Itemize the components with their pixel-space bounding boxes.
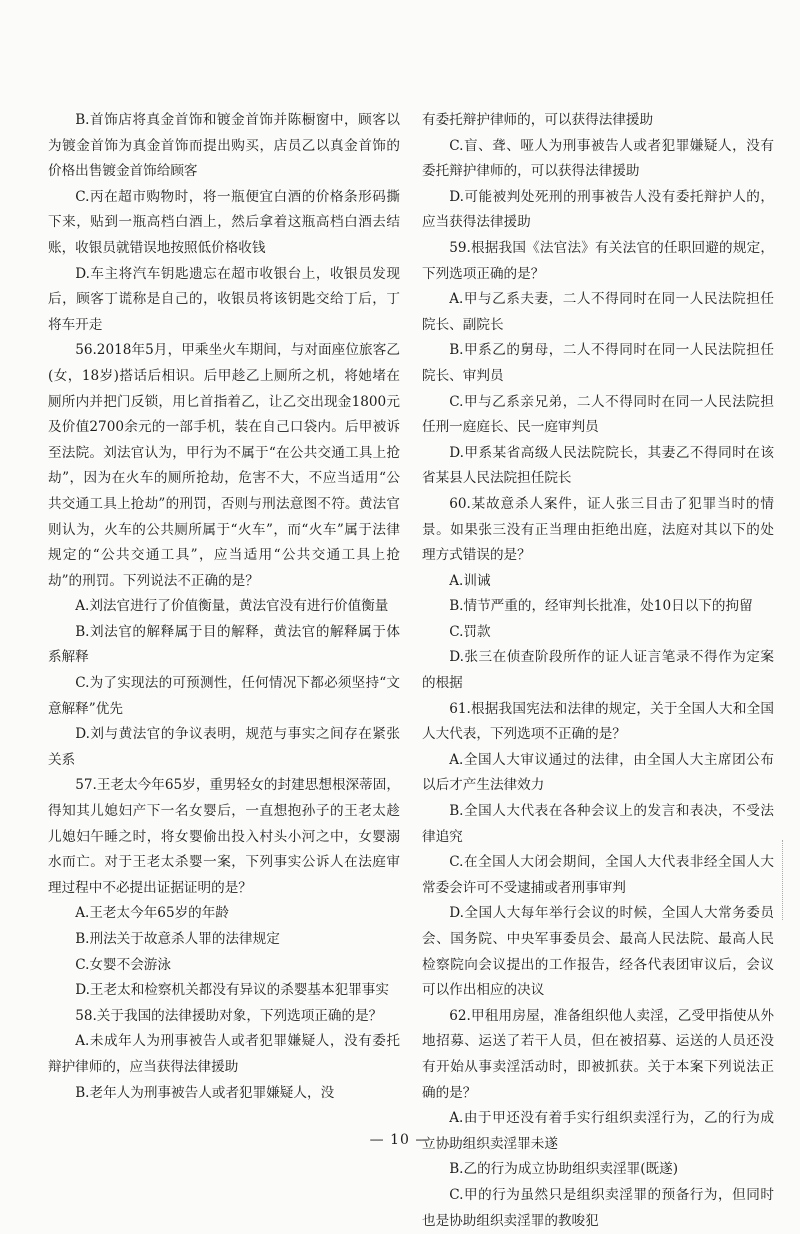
paragraph: 56.2018年5月，甲乘坐火车期间，与对面座位旅客乙(女，18岁)搭话后相识。后甲趁乙上厕所之机，将她堵在厕所内并把门反锁，用匕首指着乙，让乙交出现金1800元及价值2700余元的一部手机，装在自己口袋内。后甲被诉至法院。刘法官认为，甲行为不属于“在公共交通工具上抢劫”，因为在火车的厕所抢劫，危害不大，不应当适用“公共交通工具上抢劫”的刑罚，否则与刑法意图不符。黄法官则认为，火车的公共厕所属于“火车”，而“火车”属于法律规定的“公共交通工具”，应当适用“公共交通工具上抢劫”的刑罚。下列说法不正确的是？ (48, 342, 400, 589)
paragraph: D.车主将汽车钥匙遗忘在超市收银台上，收银员发现后，顾客丁谎称是自己的，收银员将该钥匙交给丁后，丁将车开走 (48, 265, 400, 333)
paragraph: 58.关于我国的法律援助对象，下列选项正确的是？ (75, 1007, 383, 1024)
paragraph: D.王老太和检察机关都没有异议的杀婴基本犯罪事实 (75, 982, 389, 999)
page-number: — 10 — (369, 1132, 431, 1148)
paragraph: C.为了实现法的可预测性，任何情况下都必须坚持“文意解释”优先 (48, 675, 400, 717)
paragraph: B.甲系乙的舅母，二人不得同时在同一人民法院担任院长、审判员 (422, 342, 774, 384)
paragraph: 61.根据我国宪法和法律的规定，关于全国人大和全国人大代表，下列选项不正确的是？ (422, 700, 774, 743)
paragraph: C.甲的行为虽然只是组织卖淫罪的预备行为，但同时也是协助组织卖淫罪的教唆犯 (422, 1186, 774, 1229)
paragraph: A.全国人大审议通过的法律，由全国人大主席团公布以后才产生法律效力 (422, 751, 774, 794)
paragraph: B.乙的行为成立协助组织卖淫罪(既遂) (449, 1161, 679, 1178)
paragraph: C.在全国人大闭会期间，全国人大代表非经全国人大常委会许可不受逮捕或者刑事审判 (422, 854, 774, 896)
paragraph: B.首饰店将真金首饰和镀金首饰并陈橱窗中，顾客以为镀金首饰为真金首饰而提出购买，店员乙以真金首饰的价格出售镀金首饰给顾客 (48, 112, 400, 180)
paragraph: A.由于甲还没有着手实行组织卖淫行为，乙的行为成立协助组织卖淫罪未遂 (422, 1110, 774, 1152)
paragraph: 59.根据我国《法官法》有关法官的任职回避的规定，下列选项正确的是？ (422, 239, 774, 282)
paragraph: C.盲、聋、哑人为刑事被告人或者犯罪嫌疑人，没有委托辩护律师的，可以获得法律援助 (422, 137, 774, 180)
paragraph: B.刑法关于故意杀人罪的法律规定 (75, 931, 280, 947)
paragraph: B.全国人大代表在各种会议上的发言和表决，不受法律追究 (422, 803, 774, 845)
paragraph: D.可能被判处死刑的刑事被告人没有委托辩护人的，应当获得法律援助 (422, 188, 774, 231)
paragraph: 有委托辩护律师的，可以获得法律援助 (422, 112, 654, 128)
paragraph: 57.王老太今年65岁，重男轻女的封建思想根深蒂固，得知其儿媳妇产下一名女婴后，一直想抱孙子的王老太趁儿媳妇午睡之时，将女婴偷出投入村头小河之中，女婴溺水而亡。对于王老太杀婴一案，下列事实公诉人在法庭审理过程中不必提出证据证明的是？ (48, 777, 400, 896)
paragraph: C.罚款 (449, 623, 491, 640)
paragraph: D.甲系某省高级人民法院院长，其妻乙不得同时在该省某县人民法院担任院长 (422, 444, 774, 487)
right-column (422, 108, 774, 1234)
left-column (48, 108, 400, 1106)
paragraph: B.情节严重的，经审判长批准，处10日以下的拘留 (449, 598, 753, 615)
paragraph: 60.某故意杀人案件，证人张三目击了犯罪当时的情景。如果张三没有正当理由拒绝出庭，法庭对其以下的处理方式错误的是？ (422, 495, 774, 564)
scan-edge-mark (782, 840, 789, 920)
paragraph: A.未成年人为刑事被告人或者犯罪嫌疑人，没有委托辩护律师的，应当获得法律援助 (48, 1033, 400, 1075)
paragraph: C.丙在超市购物时，将一瓶便宜白酒的价格条形码撕下来，贴到一瓶高档白酒上，然后拿着这瓶高档白酒去结账，收银员就错误地按照低价格收钱 (48, 188, 400, 256)
paragraph: D.刘与黄法官的争议表明，规范与事实之间存在紧张关系 (48, 726, 400, 768)
paragraph: A.训诫 (449, 572, 491, 589)
paragraph: B.刘法官的解释属于目的解释，黄法官的解释属于体系解释 (48, 623, 400, 666)
paragraph: 62.甲租用房屋，准备组织他人卖淫，乙受甲指使从外地招募、运送了若干人员，但在被招募、运送的人员还没有开始从事卖淫活动时，即被抓获。关于本案下列说法正确的是？ (422, 1007, 774, 1101)
paragraph: D.张三在侦查阶段所作的证人证言笔录不得作为定案的根据 (422, 649, 774, 692)
paragraph: A.刘法官进行了价值衡量，黄法官没有进行价值衡量 (75, 598, 389, 615)
paragraph: C.甲与乙系亲兄弟，二人不得同时在同一人民法院担任刑一庭庭长、民一庭审判员 (422, 393, 774, 436)
paragraph: A.王老太今年65岁的年龄 (75, 905, 229, 922)
paragraph: A.甲与乙系夫妻，二人不得同时在同一人民法院担任院长、副院长 (422, 291, 774, 333)
paragraph: C.女婴不会游泳 (75, 956, 171, 973)
paragraph: D.全国人大每年举行会议的时候，全国人大常务委员会、国务院、中央军事委员会、最高人民法院、最高人民检察院向会议提出的工作报告，经各代表团审议后，会议可以作出相应的决议 (422, 905, 774, 999)
paragraph: B.老年人为刑事被告人或者犯罪嫌疑人，没 (75, 1084, 335, 1101)
